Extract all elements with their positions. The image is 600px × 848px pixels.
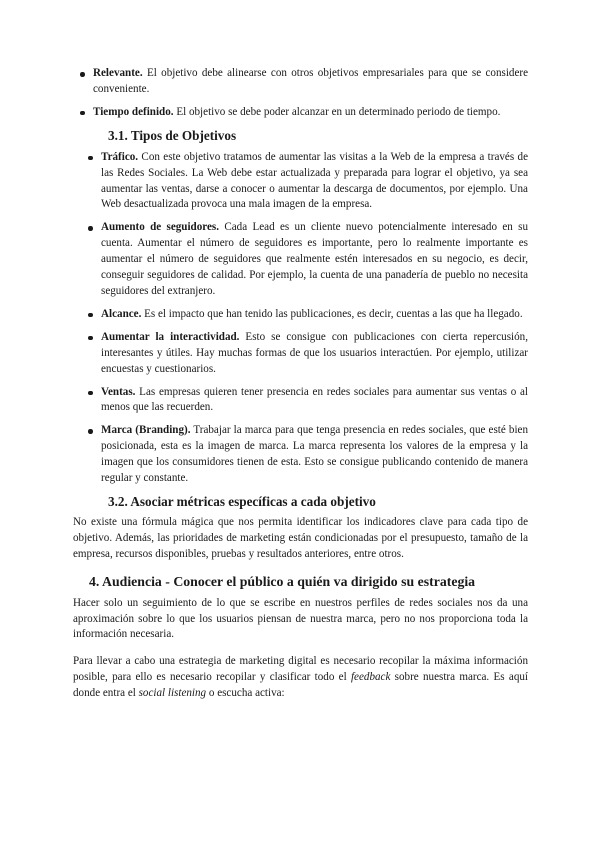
heading-3-2: 3.2. Asociar métricas específicas a cada objetivo <box>108 493 376 509</box>
paragraph-metrics: No existe una fórmula mágica que nos permita identificar los indicadores clave para cada tipo de objetivo. Además, las prioridades de marketing están condicionadas por el presupuesto, tamaño de la empresa, recursos disponibles, pruebas y resultados anteriores, entre otros. <box>73 515 528 560</box>
item-term: Tráfico. <box>101 150 139 163</box>
item-term: Ventas. <box>101 385 136 398</box>
list-item <box>73 330 528 378</box>
item-text: Cada Lead es un cliente nuevo potencialmente interesado en su cuenta. Aumentar el número de seguidores es importante, pero lo realmente importante es aumentar el número de seguidores que realmente estén interesados en su negocio, es decir, conseguir seguidores de calidad. Por ejemplo, la cuenta de una panadería de pueblo no necesita seguidores del extranjero. <box>101 221 528 297</box>
item-term: Aumento de seguidores. <box>101 221 220 234</box>
objective-types-list <box>73 150 528 487</box>
text-run: Para llevar a cabo una estrategia de marketing digital es necesario recopilar la máxima información posible, para ello es necesario recopilar y clasificar todo el <box>73 655 528 684</box>
item-text: El objetivo se debe poder alcanzar en un determinado periodo de tiempo. <box>173 105 501 118</box>
list-item <box>73 423 528 487</box>
item-term: Aumentar la interactividad. <box>101 330 240 343</box>
item-text: Con este objetivo tratamos de aumentar las visitas a la Web de la empresa a través de las Redes Sociales. La Web debe estar actualizada y preparada para lograr el objetivo, ya sea aumentar las ventas, darse a conocer o aumentar la descarga de documentos, por ejemplo. Una Web desactualizada provoca una mala imagen de la empresa. <box>101 150 528 211</box>
text-run: o escucha activa: <box>206 687 285 700</box>
item-text: Esto se consigue con publicaciones con cierta repercusión, interesantes y útiles. Hay muchas formas de que los usuarios interactúen. Por ejemplo, utilizar encuestas y cuestionarios. <box>101 330 528 375</box>
item-text: Las empresas quieren tener presencia en redes sociales para aumentar sus ventas o al menos que las recuerden. <box>101 385 528 414</box>
item-text: El objetivo debe alinearse con otros objetivos empresariales para que se considere conveniente. <box>93 67 528 95</box>
criteria-list <box>73 66 528 121</box>
list-item <box>73 105 528 121</box>
item-term: Marca (Branding). <box>101 424 191 437</box>
item-term: Alcance. <box>101 307 142 320</box>
list-item <box>73 385 528 417</box>
item-text: Es el impacto que han tenido las publicaciones, es decir, cuentas a las que ha llegado. <box>141 307 523 320</box>
paragraph-audience-2 <box>73 654 528 702</box>
item-term: Tiempo definido. <box>93 105 174 118</box>
list-item <box>73 307 528 323</box>
item-term: Relevante. <box>93 67 143 79</box>
list-item <box>73 66 528 98</box>
list-item <box>73 150 528 214</box>
heading-4: 4. Audiencia - Conocer el público a quién va dirigido su estrategia <box>89 573 476 589</box>
page-content <box>73 66 528 713</box>
text-run: sobre nuestra marca. Es aquí donde entra el <box>73 671 528 700</box>
paragraph-audience-1: Hacer solo un seguimiento de lo que se escribe en nuestros perfiles de redes sociales nos da una aproximación sobre lo que los usuarios piensan de nuestra marca, pero no nos proporciona toda la información necesaria. <box>73 596 528 641</box>
item-text: Trabajar la marca para que tenga presencia en redes sociales, que esté bien posicionada, esta es la imagen de marca. La marca representa los valores de la empresa y la imagen que los consumidores tienen de esta. Esto se consigue publicando contenido de manera regular y constante. <box>101 424 528 485</box>
emphasis-feedback: feedback <box>350 671 391 684</box>
list-item <box>73 220 528 300</box>
emphasis-social-listening: social listening <box>138 687 207 700</box>
heading-3-1: 3.1. Tipos de Objetivos <box>108 127 237 143</box>
